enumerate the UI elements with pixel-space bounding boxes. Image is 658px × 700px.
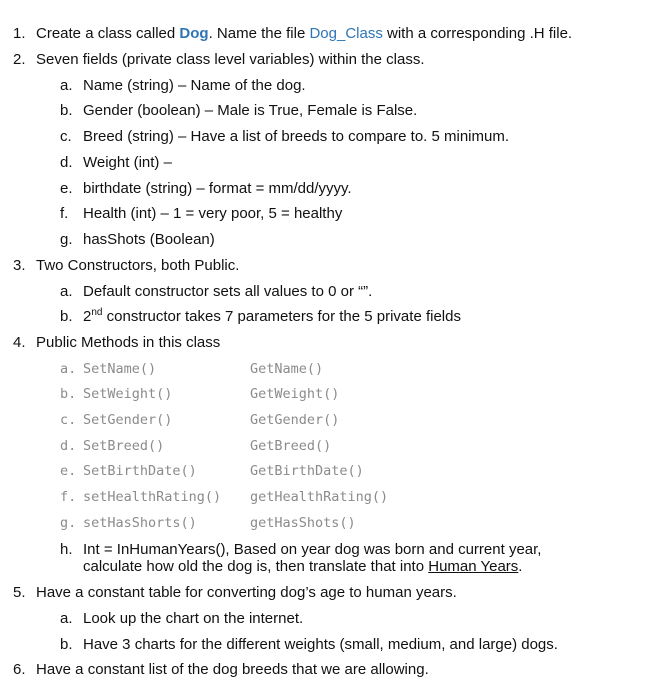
item-2g-letter: g.	[60, 231, 73, 248]
item-1-number: 1.	[13, 25, 26, 42]
item-4-number: 4.	[13, 334, 26, 351]
method-sethealthrating: setHealthRating()	[83, 489, 222, 505]
class-name-dog: Dog	[179, 25, 209, 42]
item-2f-letter: f.	[60, 205, 69, 222]
item-2b-text: Gender (boolean) – Male is True, Female is False.	[83, 102, 418, 119]
item-1-prefix: Create a class called	[36, 25, 180, 42]
item-3a-text: Default constructor sets all values to 0 or “”.	[83, 283, 373, 300]
method-setname: SetName()	[83, 361, 157, 377]
item-3b-letter: b.	[60, 308, 73, 325]
item-3-text: Two Constructors, both Public.	[36, 257, 240, 274]
item-3b-text	[83, 308, 461, 326]
method-e-letter: e.	[60, 463, 77, 479]
item-2g-text: hasShots (Boolean)	[83, 231, 215, 248]
item-4h-letter: h.	[60, 541, 73, 558]
item-5-text: Have a constant table for converting dog’s age to human years.	[36, 584, 457, 601]
human-years-underlined: Human Years	[428, 558, 519, 575]
item-5-number: 5.	[13, 584, 26, 601]
method-getname: GetName()	[250, 361, 324, 377]
method-gethasshots: getHasShots()	[250, 515, 356, 531]
method-getweight: GetWeight()	[250, 386, 340, 402]
item-4h-line-2-pre: calculate how old the dog is, then translate that into	[83, 558, 429, 575]
method-getbreed: GetBreed()	[250, 438, 332, 454]
method-b-letter: b.	[60, 386, 77, 402]
item-6-number: 6.	[13, 661, 26, 678]
method-setgender: SetGender()	[83, 412, 173, 428]
item-6-text: Have a constant list of the dog breeds that we are allowing.	[36, 661, 429, 678]
item-2d-letter: d.	[60, 154, 73, 171]
method-getgender: GetGender()	[250, 412, 340, 428]
item-2-number: 2.	[13, 51, 26, 68]
item-2a-letter: a.	[60, 77, 73, 94]
item-2c-letter: c.	[60, 128, 72, 145]
item-5b-letter: b.	[60, 636, 73, 653]
file-name-dog-class: Dog_Class	[309, 25, 383, 42]
item-2d-text: Weight (int) –	[83, 154, 172, 171]
item-5a-text: Look up the chart on the internet.	[83, 610, 304, 627]
item-1-text	[36, 25, 572, 43]
method-c-letter: c.	[60, 412, 77, 428]
item-1-mid: . Name the file	[208, 25, 310, 42]
item-3-number: 3.	[13, 257, 26, 274]
item-2e-letter: e.	[60, 180, 73, 197]
method-setbreed: SetBreed()	[83, 438, 165, 454]
method-g-letter: g.	[60, 515, 77, 531]
method-gethealthrating: getHealthRating()	[250, 489, 389, 505]
item-4h-line-2	[83, 558, 522, 576]
item-3b-ordinal-number: 2	[83, 308, 92, 325]
item-2-text: Seven fields (private class level variables) within the class.	[36, 51, 425, 68]
method-a-letter: a.	[60, 361, 77, 377]
item-3b-rest: constructor takes 7 parameters for the 5 private fields	[102, 308, 461, 325]
item-4h-line-2-post: .	[518, 558, 523, 575]
item-5a-letter: a.	[60, 610, 73, 627]
item-2a-text: Name (string) – Name of the dog.	[83, 77, 306, 94]
method-sethasshorts: setHasShorts()	[83, 515, 197, 531]
item-2c-text: Breed (string) – Have a list of breeds to compare to. 5 minimum.	[83, 128, 510, 145]
item-2e-text: birthdate (string) – format = mm/dd/yyyy.	[83, 180, 352, 197]
method-setweight: SetWeight()	[83, 386, 173, 402]
item-3a-letter: a.	[60, 283, 73, 300]
item-2f-text: Health (int) – 1 = very poor, 5 = healthy	[83, 205, 343, 222]
method-getbirthdate: GetBirthDate()	[250, 463, 364, 479]
method-setbirthdate: SetBirthDate()	[83, 463, 197, 479]
method-d-letter: d.	[60, 438, 77, 454]
item-4-text: Public Methods in this class	[36, 334, 221, 351]
item-3b-ordinal-suffix: nd	[91, 307, 103, 318]
item-5b-text: Have 3 charts for the different weights (small, medium, and large) dogs.	[83, 636, 558, 653]
item-2b-letter: b.	[60, 102, 73, 119]
method-f-letter: f.	[60, 489, 77, 505]
item-4h-line-1: Int = InHumanYears(), Based on year dog was born and current year,	[83, 541, 542, 558]
item-1-suffix: with a corresponding .H file.	[382, 25, 573, 42]
